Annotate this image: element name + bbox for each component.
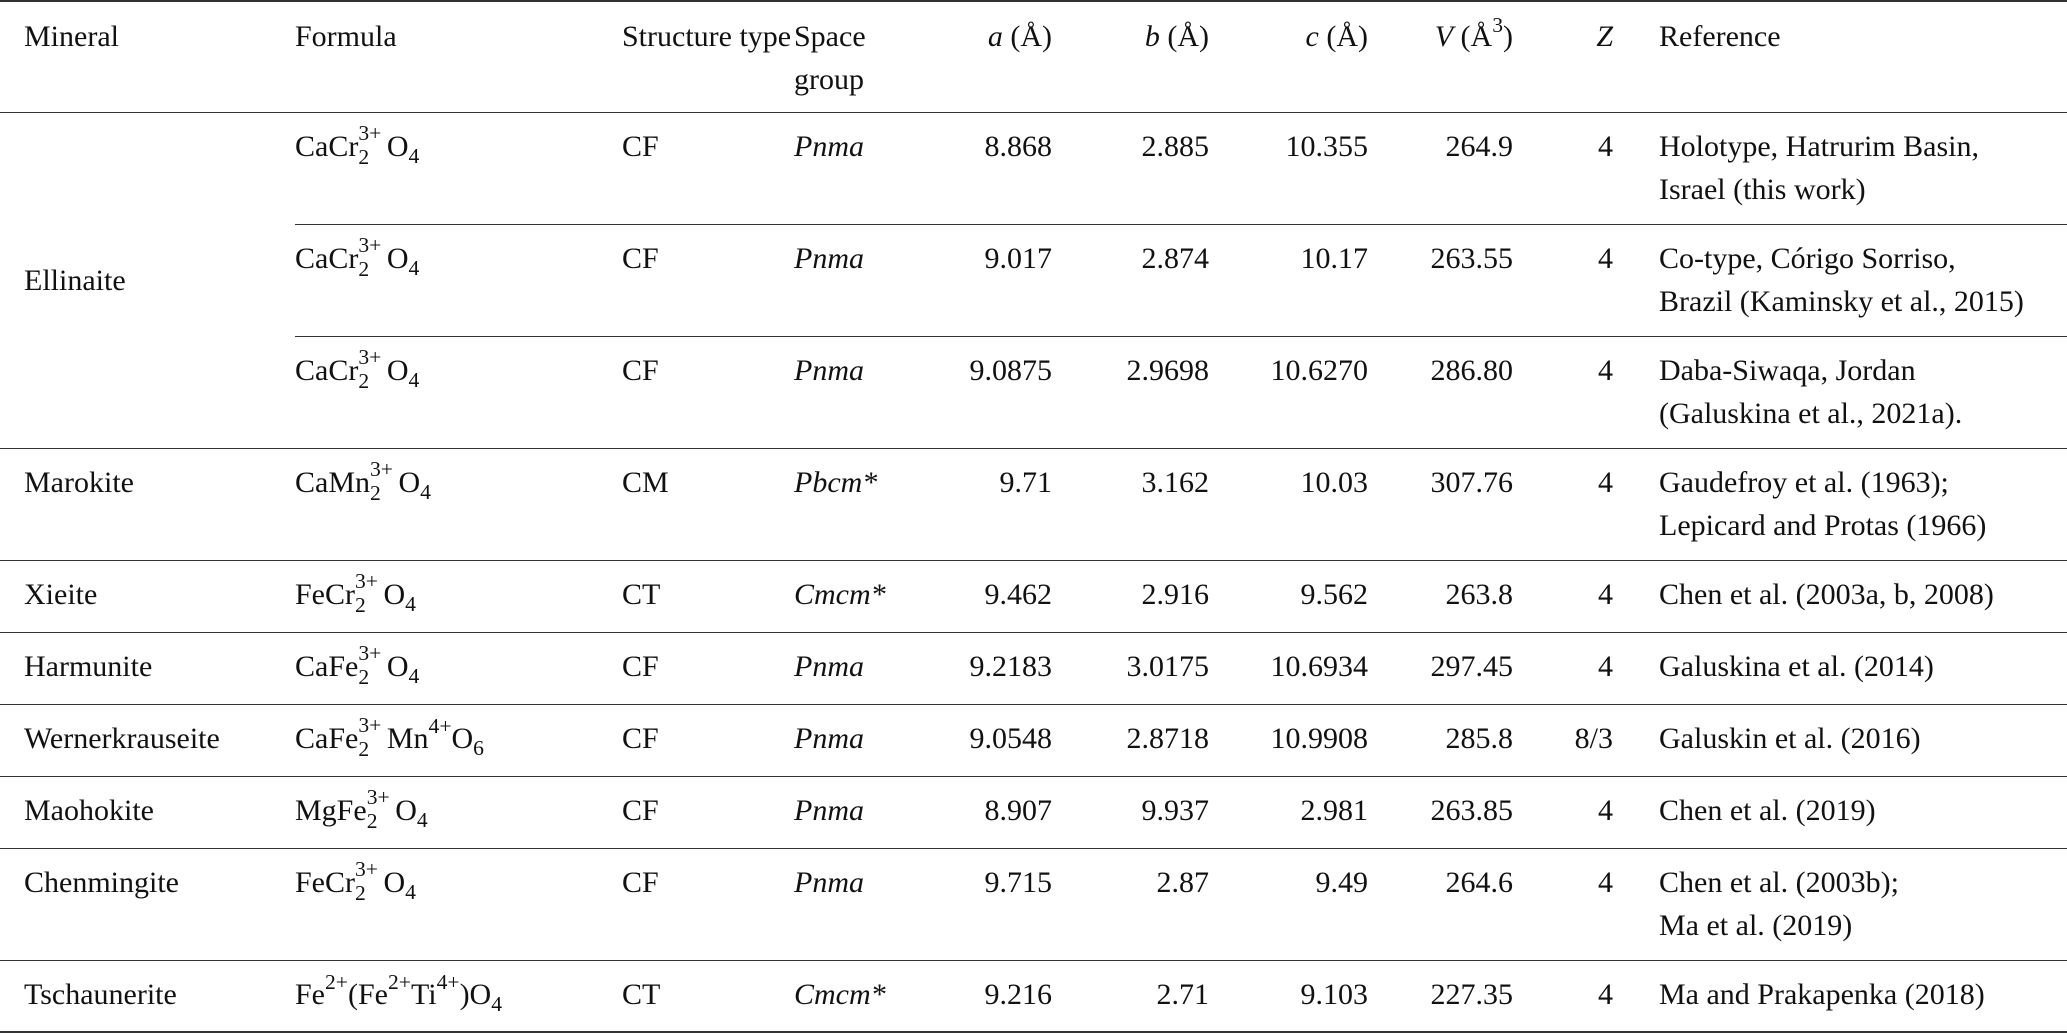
cell-structure-type bbox=[622, 560, 794, 632]
mineral-name: Xieite bbox=[24, 577, 98, 611]
header-b-var: b bbox=[1144, 20, 1160, 53]
value-b: 2.71 bbox=[1156, 977, 1209, 1011]
value-c: 9.562 bbox=[1300, 577, 1368, 611]
cell-v bbox=[1368, 224, 1513, 336]
value-c: 10.17 bbox=[1300, 241, 1368, 275]
cell-structure-type bbox=[622, 224, 794, 336]
space-group: Pnma bbox=[794, 649, 864, 683]
formula-sub: 4 bbox=[408, 255, 420, 280]
value-c: 10.9908 bbox=[1270, 721, 1368, 755]
reference-line: Chen et al. (2003b); bbox=[1659, 865, 1899, 899]
value-b: 2.916 bbox=[1141, 577, 1209, 611]
cell-v bbox=[1368, 632, 1513, 704]
formula-sub: 2 bbox=[358, 664, 370, 689]
mineral-name: Marokite bbox=[24, 465, 134, 499]
cell-mineral-group bbox=[0, 112, 295, 448]
header-z-var: Z bbox=[1596, 20, 1613, 53]
cell-mineral bbox=[0, 848, 295, 960]
space-group: Pnma bbox=[794, 129, 864, 163]
reference-line: Daba-Siwaqa, Jordan bbox=[1659, 353, 1916, 387]
formula-part: O bbox=[395, 793, 417, 827]
mineral-name: Tschaunerite bbox=[24, 977, 177, 1011]
formula-supsub bbox=[366, 785, 396, 833]
table-row bbox=[0, 224, 2067, 336]
value-v: 264.6 bbox=[1445, 865, 1513, 899]
header-v-var: V bbox=[1434, 20, 1454, 53]
structure-type: CF bbox=[622, 649, 659, 683]
formula-part: O bbox=[386, 353, 409, 387]
formula-sup: 2+ bbox=[387, 970, 411, 995]
mineral-name: Wernerkrauseite bbox=[24, 721, 220, 755]
formula-sub: 4 bbox=[491, 991, 503, 1016]
value-c: 10.6270 bbox=[1270, 353, 1368, 387]
cell-z bbox=[1513, 776, 1613, 848]
cell-structure-type bbox=[622, 448, 794, 560]
value-b: 3.162 bbox=[1141, 465, 1209, 499]
value-b: 2.9698 bbox=[1126, 353, 1209, 387]
table-row bbox=[0, 560, 2067, 632]
cell-b bbox=[1068, 336, 1209, 448]
structure-type: CF bbox=[622, 721, 659, 755]
formula-sub: 4 bbox=[420, 479, 431, 504]
cell-reference bbox=[1613, 560, 2067, 632]
header-v-close: ) bbox=[1503, 20, 1513, 53]
value-a: 8.907 bbox=[984, 793, 1052, 827]
cell-v bbox=[1368, 960, 1513, 1032]
cell-formula bbox=[295, 560, 622, 632]
value-a: 9.462 bbox=[984, 577, 1052, 611]
formula-part: O bbox=[383, 577, 406, 611]
reference-line: Co-type, Córigo Sorriso, bbox=[1659, 241, 1956, 275]
structure-type: CM bbox=[622, 465, 669, 499]
cell-v bbox=[1368, 560, 1513, 632]
cell-reference bbox=[1613, 336, 2067, 448]
formula-sup: 4+ bbox=[428, 714, 452, 739]
formula-sub: 2 bbox=[366, 808, 378, 833]
cell-reference bbox=[1613, 632, 2067, 704]
cell-space-group bbox=[794, 224, 934, 336]
formula-part: CaCr bbox=[295, 241, 359, 275]
formula-part: CaMn bbox=[295, 465, 370, 499]
value-a: 9.71 bbox=[999, 465, 1052, 499]
cell-c bbox=[1209, 112, 1368, 224]
space-group: Pnma bbox=[794, 865, 864, 899]
cell-c bbox=[1209, 704, 1368, 776]
header-a-var: a bbox=[987, 20, 1003, 53]
reference-line: Ma et al. (2019) bbox=[1659, 908, 1853, 942]
reference-line: Lepicard and Protas (1966) bbox=[1659, 508, 1987, 542]
value-a: 9.216 bbox=[984, 977, 1052, 1011]
cell-space-group bbox=[794, 448, 934, 560]
cell-mineral bbox=[0, 632, 295, 704]
cell-mineral bbox=[0, 776, 295, 848]
table-row bbox=[0, 448, 2067, 560]
cell-b bbox=[1068, 224, 1209, 336]
value-b: 2.8718 bbox=[1126, 721, 1209, 755]
cell-a bbox=[934, 960, 1068, 1032]
structure-type: CF bbox=[622, 241, 659, 275]
cell-a bbox=[934, 776, 1068, 848]
value-a: 9.0875 bbox=[969, 353, 1052, 387]
header-reference: Reference bbox=[1613, 1, 2067, 112]
cell-reference bbox=[1613, 704, 2067, 776]
cell-structure-type bbox=[622, 848, 794, 960]
value-a: 9.2183 bbox=[969, 649, 1052, 683]
formula-supsub bbox=[370, 457, 399, 505]
formula-sub: 2 bbox=[358, 144, 370, 169]
cell-space-group bbox=[794, 632, 934, 704]
value-v: 297.45 bbox=[1430, 649, 1513, 683]
formula-part: )O bbox=[459, 977, 492, 1011]
cell-formula bbox=[295, 448, 622, 560]
value-v: 227.35 bbox=[1430, 977, 1513, 1011]
value-b: 3.0175 bbox=[1126, 649, 1209, 683]
cell-c bbox=[1209, 336, 1368, 448]
formula-sub: 4 bbox=[416, 807, 428, 832]
structure-type: CF bbox=[622, 865, 659, 899]
table-row bbox=[0, 704, 2067, 776]
cell-space-group bbox=[794, 776, 934, 848]
space-group: Pnma bbox=[794, 793, 864, 827]
formula-sub: 2 bbox=[355, 592, 366, 617]
formula-sup: 3+ bbox=[370, 457, 393, 482]
formula-sup: 3+ bbox=[358, 713, 382, 738]
cell-b bbox=[1068, 776, 1209, 848]
formula-part: Fe bbox=[295, 977, 325, 1011]
table-row bbox=[0, 112, 2067, 224]
value-a: 9.0548 bbox=[969, 721, 1052, 755]
header-v bbox=[1368, 1, 1513, 112]
formula-sub: 2 bbox=[370, 480, 381, 505]
cell-b bbox=[1068, 448, 1209, 560]
cell-b bbox=[1068, 960, 1209, 1032]
cell-formula bbox=[295, 632, 622, 704]
cell-v bbox=[1368, 848, 1513, 960]
value-c: 10.03 bbox=[1300, 465, 1368, 499]
header-c-unit: (Å) bbox=[1326, 20, 1368, 53]
formula-sup: 3+ bbox=[358, 233, 382, 258]
formula-sub: 2 bbox=[355, 880, 366, 905]
header-v-exp: 3 bbox=[1492, 12, 1503, 37]
value-c: 2.981 bbox=[1300, 793, 1368, 827]
value-z: 4 bbox=[1598, 353, 1613, 387]
value-z: 4 bbox=[1598, 865, 1613, 899]
formula-supsub bbox=[358, 233, 387, 281]
value-v: 285.8 bbox=[1445, 721, 1513, 755]
cell-a bbox=[934, 448, 1068, 560]
cell-formula bbox=[295, 224, 622, 336]
reference-line: Gaudefroy et al. (1963); bbox=[1659, 465, 1949, 499]
value-a: 9.715 bbox=[984, 865, 1052, 899]
value-z: 4 bbox=[1598, 129, 1613, 163]
formula-sup: 3+ bbox=[366, 785, 390, 810]
cell-space-group bbox=[794, 848, 934, 960]
table-body bbox=[0, 112, 2067, 1032]
formula-part: (Fe bbox=[347, 977, 388, 1011]
cell-formula bbox=[295, 112, 622, 224]
formula-sup: 3+ bbox=[358, 121, 382, 146]
cell-structure-type bbox=[622, 632, 794, 704]
formula-part: O bbox=[386, 649, 409, 683]
formula-part: CaFe bbox=[295, 721, 359, 755]
cell-v bbox=[1368, 448, 1513, 560]
formula-sub: 4 bbox=[408, 663, 420, 688]
formula-part: FeCr bbox=[295, 577, 355, 611]
cell-b bbox=[1068, 560, 1209, 632]
header-a-unit: (Å) bbox=[1010, 20, 1052, 53]
cell-a bbox=[934, 224, 1068, 336]
structure-type: CF bbox=[622, 353, 659, 387]
reference-line: Galuskin et al. (2016) bbox=[1659, 721, 1921, 755]
table-header bbox=[0, 1, 2067, 112]
cell-c bbox=[1209, 960, 1368, 1032]
header-b bbox=[1068, 1, 1209, 112]
structure-type: CT bbox=[622, 977, 661, 1011]
header-formula: Formula bbox=[295, 1, 622, 112]
cell-c bbox=[1209, 224, 1368, 336]
formula-supsub bbox=[355, 569, 384, 617]
mineral-name: Ellinaite bbox=[24, 263, 126, 297]
reference-line: Brazil (Kaminsky et al., 2015) bbox=[1659, 284, 2024, 318]
cell-a bbox=[934, 704, 1068, 776]
cell-mineral bbox=[0, 448, 295, 560]
formula-part: CaCr bbox=[295, 353, 359, 387]
value-v: 307.76 bbox=[1430, 465, 1513, 499]
value-z: 4 bbox=[1598, 977, 1613, 1011]
table-row bbox=[0, 960, 2067, 1032]
space-group: Cmcm* bbox=[794, 577, 886, 611]
cell-mineral bbox=[0, 560, 295, 632]
cell-z bbox=[1513, 704, 1613, 776]
cell-v bbox=[1368, 704, 1513, 776]
cell-c bbox=[1209, 776, 1368, 848]
space-group: Cmcm* bbox=[794, 977, 886, 1011]
value-z: 8/3 bbox=[1574, 721, 1613, 755]
cell-v bbox=[1368, 336, 1513, 448]
formula-sub: 2 bbox=[358, 736, 370, 761]
cell-mineral bbox=[0, 704, 295, 776]
formula-sup: 2+ bbox=[325, 970, 348, 995]
cell-c bbox=[1209, 848, 1368, 960]
header-z bbox=[1513, 1, 1613, 112]
reference-line: Galuskina et al. (2014) bbox=[1659, 649, 1934, 683]
reference-line: Israel (this work) bbox=[1659, 172, 1866, 206]
table-row bbox=[0, 336, 2067, 448]
table-row bbox=[0, 632, 2067, 704]
formula-sub: 2 bbox=[358, 368, 370, 393]
formula-supsub bbox=[355, 857, 384, 905]
header-b-unit: (Å) bbox=[1167, 20, 1209, 53]
cell-formula bbox=[295, 704, 622, 776]
value-a: 9.017 bbox=[984, 241, 1052, 275]
cell-a bbox=[934, 112, 1068, 224]
header-structure-type: Structure type bbox=[622, 1, 794, 112]
cell-formula bbox=[295, 776, 622, 848]
cell-z bbox=[1513, 448, 1613, 560]
formula-part: CaFe bbox=[295, 649, 359, 683]
value-z: 4 bbox=[1598, 465, 1613, 499]
cell-c bbox=[1209, 448, 1368, 560]
cell-z bbox=[1513, 224, 1613, 336]
value-v: 286.80 bbox=[1430, 353, 1513, 387]
formula-part: O bbox=[383, 865, 406, 899]
cell-formula bbox=[295, 848, 622, 960]
cell-b bbox=[1068, 632, 1209, 704]
cell-space-group bbox=[794, 960, 934, 1032]
formula-supsub bbox=[358, 713, 387, 761]
cell-c bbox=[1209, 632, 1368, 704]
cell-reference bbox=[1613, 448, 2067, 560]
header-c bbox=[1209, 1, 1368, 112]
cell-structure-type bbox=[622, 112, 794, 224]
space-group: Pbcm* bbox=[794, 465, 878, 499]
header-mineral: Mineral bbox=[0, 1, 295, 112]
formula-sub: 6 bbox=[473, 735, 484, 760]
formula-sup: 3+ bbox=[355, 857, 378, 882]
reference-line: Holotype, Hatrurim Basin, bbox=[1659, 129, 1979, 163]
formula-part: Mn bbox=[386, 721, 429, 755]
cell-mineral bbox=[0, 960, 295, 1032]
space-group: Pnma bbox=[794, 353, 864, 387]
cell-b bbox=[1068, 848, 1209, 960]
space-group: Pnma bbox=[794, 721, 864, 755]
header-a bbox=[934, 1, 1068, 112]
cell-space-group bbox=[794, 336, 934, 448]
formula-sub: 4 bbox=[408, 367, 420, 392]
cell-space-group bbox=[794, 560, 934, 632]
value-v: 263.85 bbox=[1430, 793, 1513, 827]
cell-structure-type bbox=[622, 704, 794, 776]
formula-supsub bbox=[358, 641, 387, 689]
cell-reference bbox=[1613, 224, 2067, 336]
value-c: 10.6934 bbox=[1270, 649, 1368, 683]
cell-v bbox=[1368, 776, 1513, 848]
cell-c bbox=[1209, 560, 1368, 632]
formula-part: O bbox=[451, 721, 474, 755]
structure-type: CT bbox=[622, 577, 661, 611]
value-z: 4 bbox=[1598, 577, 1613, 611]
value-c: 9.49 bbox=[1315, 865, 1368, 899]
value-z: 4 bbox=[1598, 241, 1613, 275]
cell-reference bbox=[1613, 848, 2067, 960]
formula-sup: 4+ bbox=[436, 970, 460, 995]
cell-b bbox=[1068, 704, 1209, 776]
cell-v bbox=[1368, 112, 1513, 224]
header-space-group: Space group bbox=[794, 1, 934, 112]
formula-part: MgFe bbox=[295, 793, 367, 827]
formula-sub: 4 bbox=[405, 591, 416, 616]
header-c-var: c bbox=[1305, 20, 1319, 53]
formula-part: CaCr bbox=[295, 129, 359, 163]
cell-formula bbox=[295, 960, 622, 1032]
cell-structure-type bbox=[622, 960, 794, 1032]
formula-sup: 3+ bbox=[358, 641, 382, 666]
value-a: 8.868 bbox=[984, 129, 1052, 163]
cell-reference bbox=[1613, 960, 2067, 1032]
cell-reference bbox=[1613, 112, 2067, 224]
cell-z bbox=[1513, 112, 1613, 224]
formula-part: O bbox=[386, 241, 409, 275]
formula-supsub bbox=[358, 121, 387, 169]
formula-sub: 4 bbox=[408, 143, 420, 168]
cell-formula bbox=[295, 336, 622, 448]
formula-part: O bbox=[386, 129, 409, 163]
reference-line: (Galuskina et al., 2021a). bbox=[1659, 396, 1963, 430]
space-group: Pnma bbox=[794, 241, 864, 275]
formula-sup: 3+ bbox=[355, 569, 378, 594]
mineral-name: Maohokite bbox=[24, 793, 154, 827]
value-v: 263.55 bbox=[1430, 241, 1513, 275]
reference-line: Chen et al. (2019) bbox=[1659, 793, 1876, 827]
formula-sub: 2 bbox=[358, 256, 370, 281]
table-row bbox=[0, 848, 2067, 960]
formula-supsub bbox=[358, 345, 387, 393]
formula-part: O bbox=[398, 465, 421, 499]
value-b: 9.937 bbox=[1141, 793, 1209, 827]
header-row bbox=[0, 1, 2067, 112]
header-v-unit: (Å bbox=[1460, 20, 1493, 53]
cell-a bbox=[934, 336, 1068, 448]
cell-structure-type bbox=[622, 336, 794, 448]
cell-z bbox=[1513, 336, 1613, 448]
reference-line: Ma and Prakapenka (2018) bbox=[1659, 977, 1985, 1011]
value-z: 4 bbox=[1598, 793, 1613, 827]
cell-z bbox=[1513, 560, 1613, 632]
cell-z bbox=[1513, 848, 1613, 960]
cell-z bbox=[1513, 960, 1613, 1032]
cell-b bbox=[1068, 112, 1209, 224]
mineral-name: Chenmingite bbox=[24, 865, 179, 899]
value-c: 10.355 bbox=[1285, 129, 1368, 163]
value-b: 2.874 bbox=[1141, 241, 1209, 275]
reference-line: Chen et al. (2003a, b, 2008) bbox=[1659, 577, 1994, 611]
value-b: 2.87 bbox=[1156, 865, 1209, 899]
formula-part: FeCr bbox=[295, 865, 355, 899]
formula-sup: 3+ bbox=[358, 345, 382, 370]
value-v: 264.9 bbox=[1445, 129, 1513, 163]
table-row bbox=[0, 776, 2067, 848]
value-z: 4 bbox=[1598, 649, 1613, 683]
cell-space-group bbox=[794, 112, 934, 224]
cell-z bbox=[1513, 632, 1613, 704]
structure-type: CF bbox=[622, 793, 659, 827]
formula-sub: 4 bbox=[405, 879, 416, 904]
cell-space-group bbox=[794, 704, 934, 776]
cell-reference bbox=[1613, 776, 2067, 848]
value-v: 263.8 bbox=[1445, 577, 1513, 611]
formula-part: Ti bbox=[410, 977, 437, 1011]
value-b: 2.885 bbox=[1141, 129, 1209, 163]
structure-type: CF bbox=[622, 129, 659, 163]
cell-a bbox=[934, 848, 1068, 960]
cell-a bbox=[934, 560, 1068, 632]
cell-a bbox=[934, 632, 1068, 704]
value-c: 9.103 bbox=[1300, 977, 1368, 1011]
cell-structure-type bbox=[622, 776, 794, 848]
mineral-name: Harmunite bbox=[24, 649, 153, 683]
